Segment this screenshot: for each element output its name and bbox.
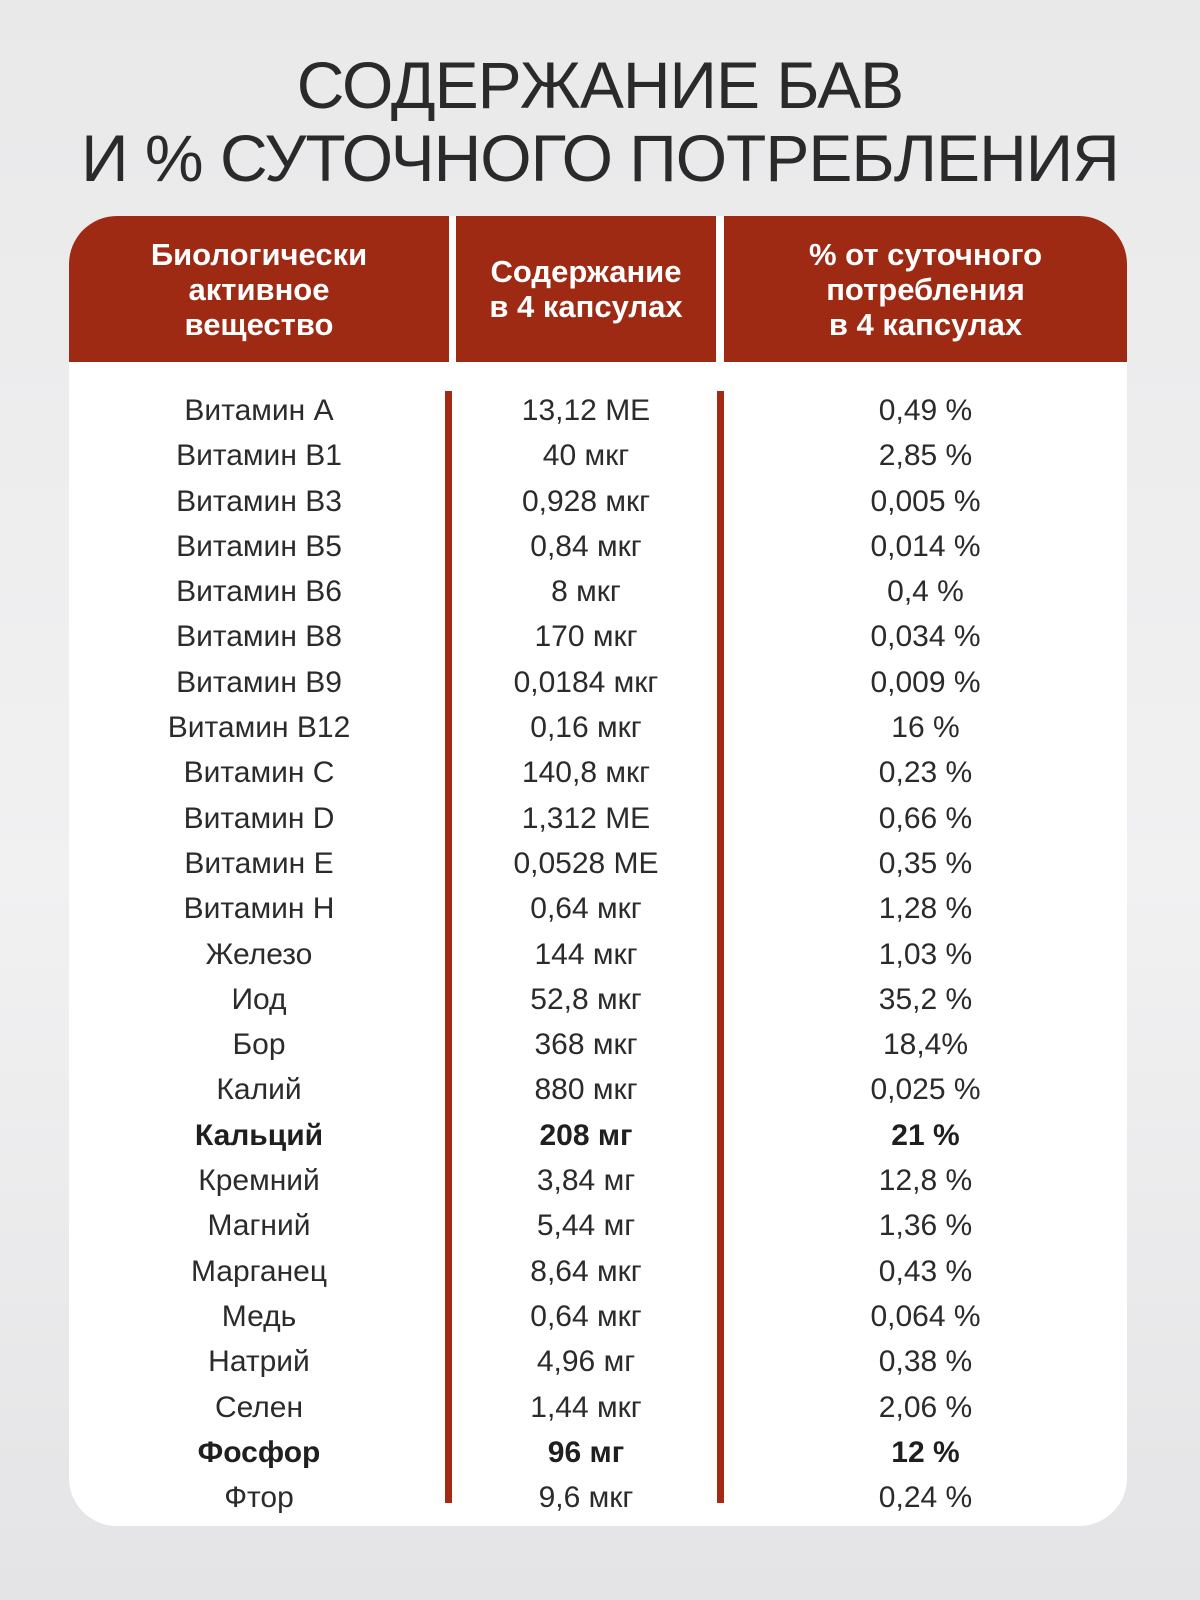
substance-cell: Витамин D [183, 801, 335, 835]
amount-cell: 0,928 мкг [521, 484, 651, 518]
amount-cell: 0,64 мкг [530, 892, 642, 926]
substance-cell: Витамин В1 [176, 439, 342, 473]
percent-cell: 0,4 % [887, 575, 964, 609]
table-row [69, 977, 1127, 1022]
amount-cell: 0,84 мкг [530, 529, 642, 563]
substance-cell: Марганец [190, 1254, 328, 1288]
header-percent: % от суточного потребления в 4 капсулах [724, 216, 1127, 362]
table-row [69, 886, 1127, 931]
percent-cell: 0,005 % [870, 484, 981, 518]
table-row [69, 433, 1127, 478]
amount-cell: 13,12 МЕ [521, 394, 651, 427]
percent-cell: 0,35 % [878, 846, 973, 880]
substance-cell: Натрий [208, 1345, 310, 1379]
substance-cell: Витамин Н [183, 892, 335, 926]
substance-cell: Кремний [198, 1164, 320, 1198]
amount-cell: 52,8 мкг [530, 982, 642, 1016]
amount-cell: 144 мкг [534, 937, 638, 971]
table-row [69, 705, 1127, 750]
table-header [69, 216, 1127, 362]
amount-cell: 40 мкг [542, 439, 630, 473]
percent-cell: 0,014 % [870, 529, 981, 563]
table-row [69, 841, 1127, 886]
amount-cell: 9,6 мкг [538, 1481, 634, 1515]
substance-cell: Витамин В6 [176, 575, 342, 609]
substance-cell: Витамин В8 [176, 620, 342, 654]
percent-cell: 0,064 % [870, 1299, 981, 1333]
header-substance: Биологически активное вещество [69, 216, 449, 362]
table-row [69, 660, 1127, 705]
amount-cell: 0,64 мкг [530, 1299, 642, 1333]
percent-cell: 2,06 % [878, 1390, 973, 1424]
table-row [69, 569, 1127, 614]
table-row [69, 1249, 1127, 1294]
substance-cell: Витамин В5 [176, 529, 342, 563]
percent-cell: 0,24 % [878, 1481, 973, 1515]
table-row [69, 1203, 1127, 1248]
percent-cell: 16 % [891, 711, 960, 745]
amount-cell: 368 мкг [534, 1028, 638, 1062]
substance-cell: Фтор [224, 1481, 294, 1515]
amount-cell: 0,16 мкг [530, 711, 642, 745]
substance-cell: Железо [205, 937, 313, 971]
percent-cell: 0,23 % [878, 756, 973, 790]
percent-cell: 1,36 % [878, 1209, 973, 1243]
nutrient-table [69, 216, 1127, 1526]
substance-cell: Бор [232, 1028, 286, 1062]
table-row [69, 524, 1127, 569]
substance-cell: Кальций [194, 1118, 324, 1152]
amount-cell: 8 мкг [551, 575, 621, 609]
substance-cell: Селен [214, 1390, 304, 1424]
amount-cell: 1,312 МЕ [521, 801, 651, 835]
substance-cell: Магний [207, 1209, 311, 1243]
substance-cell: Витамин В3 [176, 484, 342, 518]
table-body [69, 388, 1127, 1520]
amount-cell: 5,44 мг [536, 1209, 636, 1243]
substance-cell: Иод [231, 982, 287, 1016]
table-row [69, 1475, 1127, 1520]
amount-cell: 140,8 мкг [521, 756, 651, 790]
percent-cell: 2,85 % [878, 439, 973, 473]
table-row [69, 1158, 1127, 1203]
percent-cell: 12 % [891, 1435, 960, 1469]
percent-cell: 21 % [891, 1118, 960, 1152]
substance-cell: Витамин Е [184, 846, 334, 880]
percent-cell: 0,43 % [878, 1254, 973, 1288]
table-row [69, 1113, 1127, 1158]
substance-cell: Фосфор [197, 1435, 321, 1469]
percent-cell: 35,2 % [878, 982, 973, 1016]
amount-cell: 0,0528 МЕ [513, 846, 659, 880]
table-row [69, 388, 1127, 433]
amount-cell: 4,96 мг [536, 1345, 636, 1379]
table-row [69, 796, 1127, 841]
page-title-line-2: И % СУТОЧНОГО ПОТРЕБЛЕНИЯ [81, 121, 1119, 195]
percent-cell: 0,025 % [870, 1073, 981, 1107]
amount-cell: 96 мг [547, 1435, 625, 1469]
substance-cell: Витамин В12 [167, 711, 351, 745]
table-row [69, 1430, 1127, 1475]
table-row [69, 1067, 1127, 1112]
table-row [69, 932, 1127, 977]
header-amount: Содержание в 4 капсулах [456, 216, 716, 362]
amount-cell: 0,0184 мкг [513, 665, 659, 699]
table-row [69, 1339, 1127, 1384]
page-title-line-1: СОДЕРЖАНИЕ БАВ [296, 48, 904, 122]
table-row [69, 479, 1127, 524]
percent-cell: 12,8 % [878, 1164, 973, 1198]
percent-cell: 0,034 % [870, 620, 981, 654]
table-row [69, 1385, 1127, 1430]
table-row [69, 750, 1127, 795]
amount-cell: 3,84 мг [536, 1164, 636, 1198]
table-row [69, 1022, 1127, 1067]
table-row [69, 614, 1127, 659]
percent-cell: 0,49 % [878, 394, 973, 427]
percent-cell: 0,38 % [878, 1345, 973, 1379]
amount-cell: 8,64 мкг [530, 1254, 642, 1288]
substance-cell: Витамин В9 [176, 665, 342, 699]
table-row [69, 1294, 1127, 1339]
amount-cell: 170 мкг [534, 620, 638, 654]
percent-cell: 18,4% [882, 1028, 969, 1062]
percent-cell: 0,66 % [878, 801, 973, 835]
percent-cell: 1,28 % [878, 892, 973, 926]
substance-cell: Витамин С [183, 756, 335, 790]
amount-cell: 880 мкг [534, 1073, 638, 1107]
substance-cell: Медь [221, 1299, 297, 1333]
amount-cell: 208 мг [539, 1118, 633, 1152]
substance-cell: Калий [216, 1073, 302, 1107]
percent-cell: 0,009 % [870, 665, 981, 699]
substance-cell: Витамин А [184, 394, 334, 427]
percent-cell: 1,03 % [878, 937, 973, 971]
amount-cell: 1,44 мкг [530, 1390, 642, 1424]
